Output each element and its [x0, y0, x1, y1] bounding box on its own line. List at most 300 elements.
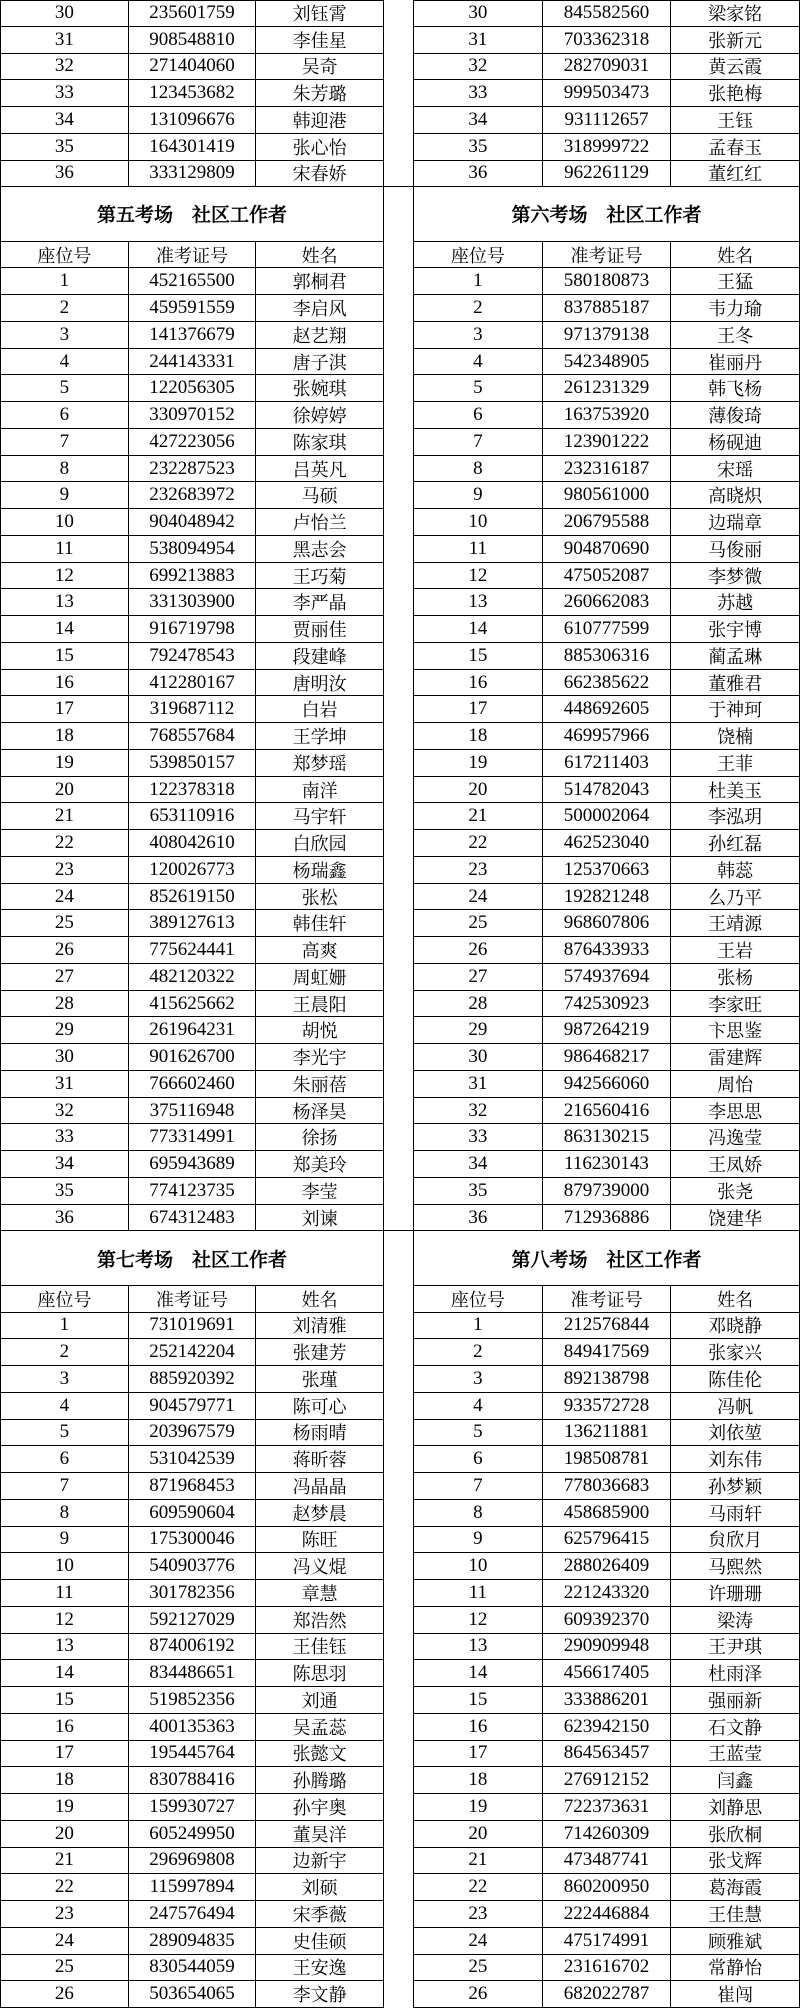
ticket-number-cell: 845582560 [543, 1, 672, 26]
table-row [414, 1420, 799, 1447]
column-header-row [414, 1286, 799, 1313]
seat-number-cell: 11 [1, 1580, 129, 1606]
name-cell: 孙梦颖 [708, 1476, 763, 1498]
seat-number-cell: 34 [414, 1151, 543, 1177]
ticket-number-cell: 475052087 [543, 563, 672, 589]
name-cell: 南洋 [301, 780, 338, 802]
name-cell: 孙红磊 [708, 834, 763, 855]
table-row [414, 1071, 799, 1098]
seat-number-cell: 14 [1, 1660, 129, 1686]
ticket-number-cell: 885920392 [129, 1366, 257, 1392]
ticket-number-cell: 261964231 [129, 1017, 257, 1043]
name-cell: 李莹 [301, 1181, 338, 1203]
table-row [414, 1473, 799, 1500]
name-cell: 高晓炽 [708, 486, 763, 508]
table-row [414, 536, 799, 563]
seat-number-cell: 22 [414, 830, 543, 856]
table-row [414, 1687, 799, 1714]
ticket-number-cell: 400135363 [129, 1714, 257, 1740]
seat-number-cell: 9 [1, 482, 129, 508]
ticket-number-cell: 123453682 [129, 80, 257, 106]
table-row [414, 1044, 799, 1071]
name-cell: 么乃平 [708, 887, 763, 909]
name-cell: 崔丽丹 [708, 352, 763, 374]
table-row [414, 1178, 799, 1205]
left-seat-table [0, 0, 384, 187]
name-cell: 刘通 [301, 1690, 338, 1712]
ticket-number-cell: 901626700 [129, 1044, 257, 1070]
seat-number-cell: 26 [1, 937, 129, 963]
seat-number-cell: 21 [1, 1848, 129, 1874]
seat-number-cell: 19 [1, 750, 129, 776]
ticket-number-cell: 296969808 [129, 1848, 257, 1874]
seat-number-cell: 5 [414, 1420, 543, 1446]
seat-number-cell: 23 [414, 1901, 543, 1927]
name-cell: 马宇轩 [292, 807, 347, 829]
ticket-number-cell: 459591559 [129, 295, 257, 321]
table-row [1, 429, 383, 456]
ticket-number-cell: 609590604 [129, 1500, 257, 1526]
table-row [1, 750, 383, 777]
seat-number-cell: 36 [414, 1205, 543, 1231]
ticket-number-cell: 122056305 [129, 375, 257, 401]
table-row [1, 1794, 383, 1821]
ticket-number-cell: 221243320 [543, 1580, 672, 1606]
ticket-number-cell: 617211403 [543, 750, 672, 776]
name-cell: 黄云霞 [708, 57, 763, 79]
table-row [1, 1553, 383, 1580]
ticket-number-cell: 542348905 [543, 349, 672, 375]
name-cell: 葛海霞 [708, 1878, 763, 1900]
name-cell: 郑浩然 [292, 1610, 347, 1632]
table-row [1, 1874, 383, 1901]
seat-number-cell: 31 [1, 1071, 129, 1097]
name-cell: 冯帆 [717, 1396, 754, 1418]
ticket-number-cell: 503654065 [129, 1981, 257, 2007]
seat-number-cell: 13 [414, 589, 543, 615]
table-row [414, 429, 799, 456]
name-cell: 陈旺 [301, 1530, 338, 1552]
table-row [414, 1660, 799, 1687]
name-cell: 蔺孟琳 [708, 646, 763, 668]
table-row [414, 1607, 799, 1634]
ticket-number-cell: 742530923 [543, 991, 672, 1017]
seat-number-cell: 29 [414, 1017, 543, 1043]
seat-number-cell: 36 [414, 161, 543, 187]
seat-number-cell: 10 [1, 1553, 129, 1579]
table-row [1, 1098, 383, 1125]
name-cell: 王安逸 [292, 1958, 347, 1980]
table-row [1, 0, 383, 27]
seat-number-cell: 10 [1, 509, 129, 535]
table-row [1, 1607, 383, 1634]
seat-number-cell: 24 [1, 1928, 129, 1954]
ticket-number-cell: 834486651 [129, 1660, 257, 1686]
ticket-number-cell: 164301419 [129, 134, 257, 160]
seat-number-cell: 5 [414, 375, 543, 401]
seat-number-cell: 2 [414, 295, 543, 321]
seat-number-cell: 7 [414, 429, 543, 455]
ticket-number-cell: 837885187 [543, 295, 672, 321]
ticket-number-cell: 682022787 [543, 1981, 672, 2007]
name-cell: 李文静 [292, 1985, 347, 2007]
ticket-number-cell: 319687112 [129, 696, 257, 722]
ticket-number-cell: 289094835 [129, 1928, 257, 1954]
ticket-number-cell: 290909948 [543, 1634, 672, 1660]
ticket-number-cell: 195445764 [129, 1741, 257, 1767]
table-row [1, 295, 383, 322]
seat-number-cell: 32 [1, 54, 129, 80]
name-cell: 王学坤 [292, 727, 347, 748]
exam-room-title-row [414, 187, 799, 241]
ticket-number-cell: 987264219 [543, 1017, 672, 1043]
name-cell: 宋春娇 [292, 164, 347, 186]
table-row [414, 107, 799, 134]
name-cell: 孙宇奥 [292, 1797, 347, 1819]
ticket-number-cell: 531042539 [129, 1446, 257, 1472]
table-row [1, 830, 383, 857]
ticket-number-cell: 232287523 [129, 456, 257, 482]
ticket-number-cell: 699213883 [129, 563, 257, 589]
table-row [414, 1124, 799, 1151]
name-cell: 杨瑞鑫 [292, 860, 347, 882]
ticket-number-cell: 412280167 [129, 670, 257, 696]
name-cell: 王菲 [717, 753, 754, 775]
name-cell: 王凤娇 [708, 1155, 763, 1176]
seat-number-cell: 12 [1, 563, 129, 589]
seat-number-cell: 30 [1, 1, 129, 26]
name-cell: 边新宇 [292, 1851, 347, 1873]
table-row [1, 857, 383, 884]
name-cell: 张婉琪 [292, 379, 347, 401]
seat-number-cell: 31 [414, 27, 543, 53]
column-header-row [1, 1286, 383, 1313]
table-row [414, 1098, 799, 1125]
name-cell: 王靖源 [708, 914, 763, 936]
ticket-number-cell: 427223056 [129, 429, 257, 455]
ticket-number-cell: 775624441 [129, 937, 257, 963]
seat-number-cell: 26 [414, 1981, 543, 2007]
ticket-number-cell: 475174991 [543, 1928, 672, 1954]
name-cell: 吴奇 [301, 57, 338, 79]
name-cell: 陈佳伦 [708, 1369, 763, 1391]
table-row [1, 616, 383, 643]
ticket-number-cell: 203967579 [129, 1420, 257, 1446]
column-header-name: 姓名 [301, 245, 338, 267]
ticket-number-cell: 722373631 [543, 1794, 672, 1820]
name-cell: 李严晶 [292, 593, 347, 615]
name-cell: 宋季薇 [292, 1904, 347, 1926]
seat-number-cell: 24 [414, 884, 543, 910]
ticket-number-cell: 871968453 [129, 1473, 257, 1499]
ticket-number-cell: 458685900 [543, 1500, 672, 1526]
ticket-number-cell: 539850157 [129, 750, 257, 776]
table-row [414, 1794, 799, 1821]
name-cell: 高爽 [301, 941, 338, 962]
seat-number-cell: 8 [414, 456, 543, 482]
ticket-number-cell: 271404060 [129, 54, 257, 80]
ticket-number-cell: 231616702 [543, 1955, 672, 1981]
table-row [414, 134, 799, 161]
seat-number-cell: 23 [414, 857, 543, 883]
table-row [414, 777, 799, 804]
ticket-number-cell: 116230143 [543, 1151, 672, 1177]
column-header-row [414, 242, 799, 269]
name-cell: 石文静 [708, 1717, 763, 1739]
name-cell: 冯逸莹 [708, 1128, 763, 1150]
ticket-number-cell: 768557684 [129, 723, 257, 749]
table-row [1, 536, 383, 563]
table-row [414, 54, 799, 81]
table-row [414, 1446, 799, 1473]
seat-number-cell: 9 [414, 1527, 543, 1553]
name-cell: 王岩 [717, 941, 754, 962]
table-row [414, 723, 799, 750]
ticket-number-cell: 389127613 [129, 910, 257, 936]
seat-number-cell: 18 [1, 723, 129, 749]
ticket-number-cell: 452165500 [129, 268, 257, 294]
name-cell: 李光宇 [292, 1048, 347, 1069]
ticket-number-cell: 115997894 [129, 1874, 257, 1900]
right-seat-table [413, 1231, 800, 2008]
seat-number-cell: 2 [1, 295, 129, 321]
table-row [414, 1955, 799, 1982]
seat-number-cell: 31 [414, 1071, 543, 1097]
table-row [414, 1874, 799, 1901]
ticket-number-cell: 874006192 [129, 1634, 257, 1660]
seat-number-cell: 21 [1, 803, 129, 829]
seat-number-cell: 17 [1, 1741, 129, 1767]
name-cell: 张欣桐 [708, 1824, 763, 1846]
table-row [414, 1366, 799, 1393]
seat-number-cell: 9 [1, 1527, 129, 1553]
seat-number-cell: 4 [414, 1393, 543, 1419]
ticket-number-cell: 863130215 [543, 1124, 672, 1150]
table-row [1, 509, 383, 536]
seat-number-cell: 20 [414, 1821, 543, 1847]
seat-number-cell: 8 [1, 456, 129, 482]
ticket-number-cell: 885306316 [543, 643, 672, 669]
table-row [414, 830, 799, 857]
name-cell: 张家兴 [708, 1343, 763, 1365]
ticket-number-cell: 971379138 [543, 322, 672, 348]
left-seat-table [0, 187, 384, 1231]
name-cell: 陈可心 [292, 1396, 347, 1418]
name-cell: 王冬 [717, 325, 754, 347]
table-row [414, 910, 799, 937]
seat-number-cell: 11 [414, 536, 543, 562]
ticket-number-cell: 849417569 [543, 1339, 672, 1365]
name-cell: 强丽新 [708, 1690, 763, 1712]
name-cell: 刘依堃 [708, 1423, 763, 1445]
table-row [1, 1848, 383, 1875]
seat-number-cell: 6 [1, 1446, 129, 1472]
name-cell: 赵艺翔 [292, 325, 347, 347]
column-header-ticket: 准考证号 [129, 1286, 257, 1312]
table-row [1, 1821, 383, 1848]
name-cell: 蒋昕蓉 [292, 1450, 347, 1472]
name-cell: 郑美玲 [292, 1155, 347, 1176]
ticket-number-cell: 876433933 [543, 937, 672, 963]
table-row [1, 161, 383, 188]
name-cell: 薄俊琦 [708, 406, 763, 427]
table-row [1, 322, 383, 349]
seat-number-cell: 13 [1, 589, 129, 615]
name-cell: 王猛 [717, 272, 754, 294]
table-row [1, 80, 383, 107]
name-cell: 冯晶晶 [292, 1476, 347, 1498]
ticket-number-cell: 519852356 [129, 1687, 257, 1713]
seat-number-cell: 15 [414, 643, 543, 669]
table-row [1, 27, 383, 54]
name-cell: 饶建华 [708, 1208, 763, 1230]
column-header-ticket: 准考证号 [129, 242, 257, 268]
ticket-number-cell: 206795588 [543, 509, 672, 535]
table-row [414, 991, 799, 1018]
seat-number-cell: 17 [414, 696, 543, 722]
table-row [1, 107, 383, 134]
ticket-number-cell: 232683972 [129, 482, 257, 508]
ticket-number-cell: 261231329 [543, 375, 672, 401]
seat-number-cell: 18 [414, 723, 543, 749]
ticket-number-cell: 448692605 [543, 696, 672, 722]
name-cell: 孙腾璐 [292, 1771, 347, 1793]
name-cell: 朱丽蓓 [292, 1074, 347, 1096]
name-cell: 李启风 [292, 299, 347, 320]
ticket-number-cell: 999503473 [543, 80, 672, 106]
seat-number-cell: 30 [414, 1044, 543, 1070]
table-row [1, 1339, 383, 1366]
name-cell: 常静怡 [708, 1958, 763, 1980]
seat-number-cell: 17 [1, 696, 129, 722]
seat-number-cell: 12 [1, 1607, 129, 1633]
table-row [1, 1660, 383, 1687]
ticket-number-cell: 592127029 [129, 1607, 257, 1633]
seat-number-cell: 12 [414, 563, 543, 589]
name-cell: 李梦微 [708, 566, 763, 588]
table-row [1, 1767, 383, 1794]
seat-number-cell: 25 [414, 910, 543, 936]
ticket-number-cell: 904579771 [129, 1393, 257, 1419]
table-row [1, 1313, 383, 1340]
ticket-number-cell: 625796415 [543, 1527, 672, 1553]
table-row [414, 857, 799, 884]
ticket-number-cell: 731019691 [129, 1313, 257, 1339]
name-cell: 王佳慧 [708, 1904, 763, 1926]
ticket-number-cell: 198508781 [543, 1446, 672, 1472]
ticket-number-cell: 908548810 [129, 27, 257, 53]
seat-number-cell: 4 [1, 349, 129, 375]
ticket-number-cell: 830544059 [129, 1955, 257, 1981]
name-cell: 闫鑫 [717, 1771, 754, 1793]
seat-number-cell: 34 [1, 1151, 129, 1177]
seat-number-cell: 25 [414, 1955, 543, 1981]
table-row [1, 1178, 383, 1205]
name-cell: 卞思鉴 [708, 1021, 763, 1043]
table-row [1, 1527, 383, 1554]
ticket-number-cell: 580180873 [543, 268, 672, 294]
name-cell: 徐婷婷 [292, 406, 347, 427]
name-cell: 张杨 [717, 967, 754, 989]
ticket-number-cell: 192821248 [543, 884, 672, 910]
name-cell: 董红红 [708, 164, 763, 186]
name-cell: 王尹琪 [708, 1637, 763, 1659]
table-row [1, 670, 383, 697]
table-row [1, 1446, 383, 1473]
seat-number-cell: 23 [1, 1901, 129, 1927]
column-header-name: 姓名 [301, 1289, 338, 1311]
seat-number-cell: 18 [1, 1767, 129, 1793]
seat-number-cell: 6 [414, 1446, 543, 1472]
ticket-number-cell: 122378318 [129, 777, 257, 803]
ticket-number-cell: 662385622 [543, 670, 672, 696]
table-row [1, 991, 383, 1018]
ticket-number-cell: 852619150 [129, 884, 257, 910]
seat-number-cell: 16 [1, 670, 129, 696]
table-row [1, 402, 383, 429]
name-cell: 张懿文 [292, 1744, 347, 1766]
name-cell: 朱芳璐 [292, 84, 347, 106]
ticket-number-cell: 774123735 [129, 1178, 257, 1204]
name-cell: 刘谏 [301, 1208, 338, 1230]
ticket-number-cell: 333129809 [129, 161, 257, 187]
ticket-number-cell: 252142204 [129, 1339, 257, 1365]
exam-room-title: 第六考场 社区工作者 [511, 204, 702, 227]
name-cell: 韩佳轩 [292, 914, 347, 936]
name-cell: 郑梦瑶 [292, 753, 347, 775]
seat-number-cell: 19 [1, 1794, 129, 1820]
ticket-number-cell: 247576494 [129, 1901, 257, 1927]
ticket-number-cell: 125370663 [543, 857, 672, 883]
name-cell: 张建芳 [292, 1343, 347, 1365]
seat-number-cell: 13 [1, 1634, 129, 1660]
table-row [1, 1124, 383, 1151]
seat-number-cell: 21 [414, 803, 543, 829]
ticket-number-cell: 968607806 [543, 910, 672, 936]
table-row [414, 80, 799, 107]
table-row [414, 1821, 799, 1848]
seat-number-cell: 35 [414, 134, 543, 160]
table-row [1, 1981, 383, 2008]
seat-number-cell: 16 [414, 1714, 543, 1740]
table-row [414, 1553, 799, 1580]
name-cell: 王晨阳 [292, 994, 347, 1016]
ticket-number-cell: 860200950 [543, 1874, 672, 1900]
name-cell: 刘东伟 [708, 1450, 763, 1472]
table-row [414, 268, 799, 295]
seat-number-cell: 11 [1, 536, 129, 562]
name-cell: 黑志会 [292, 539, 347, 561]
ticket-number-cell: 962261129 [543, 161, 672, 187]
ticket-number-cell: 244143331 [129, 349, 257, 375]
ticket-number-cell: 609392370 [543, 1607, 672, 1633]
table-row [1, 1393, 383, 1420]
ticket-number-cell: 986468217 [543, 1044, 672, 1070]
ticket-number-cell: 333886201 [543, 1687, 672, 1713]
column-gap [384, 187, 413, 1231]
table-row [414, 482, 799, 509]
table-row [1, 964, 383, 991]
ticket-number-cell: 136211881 [543, 1420, 672, 1446]
name-cell: 马俊丽 [708, 539, 763, 561]
name-cell: 吴孟蕊 [292, 1717, 347, 1739]
ticket-number-cell: 288026409 [543, 1553, 672, 1579]
ticket-number-cell: 778036683 [543, 1473, 672, 1499]
table-row [1, 803, 383, 830]
name-cell: 胡悦 [301, 1021, 338, 1043]
seat-number-cell: 22 [1, 830, 129, 856]
exam-room-title: 第五考场 社区工作者 [96, 204, 287, 227]
